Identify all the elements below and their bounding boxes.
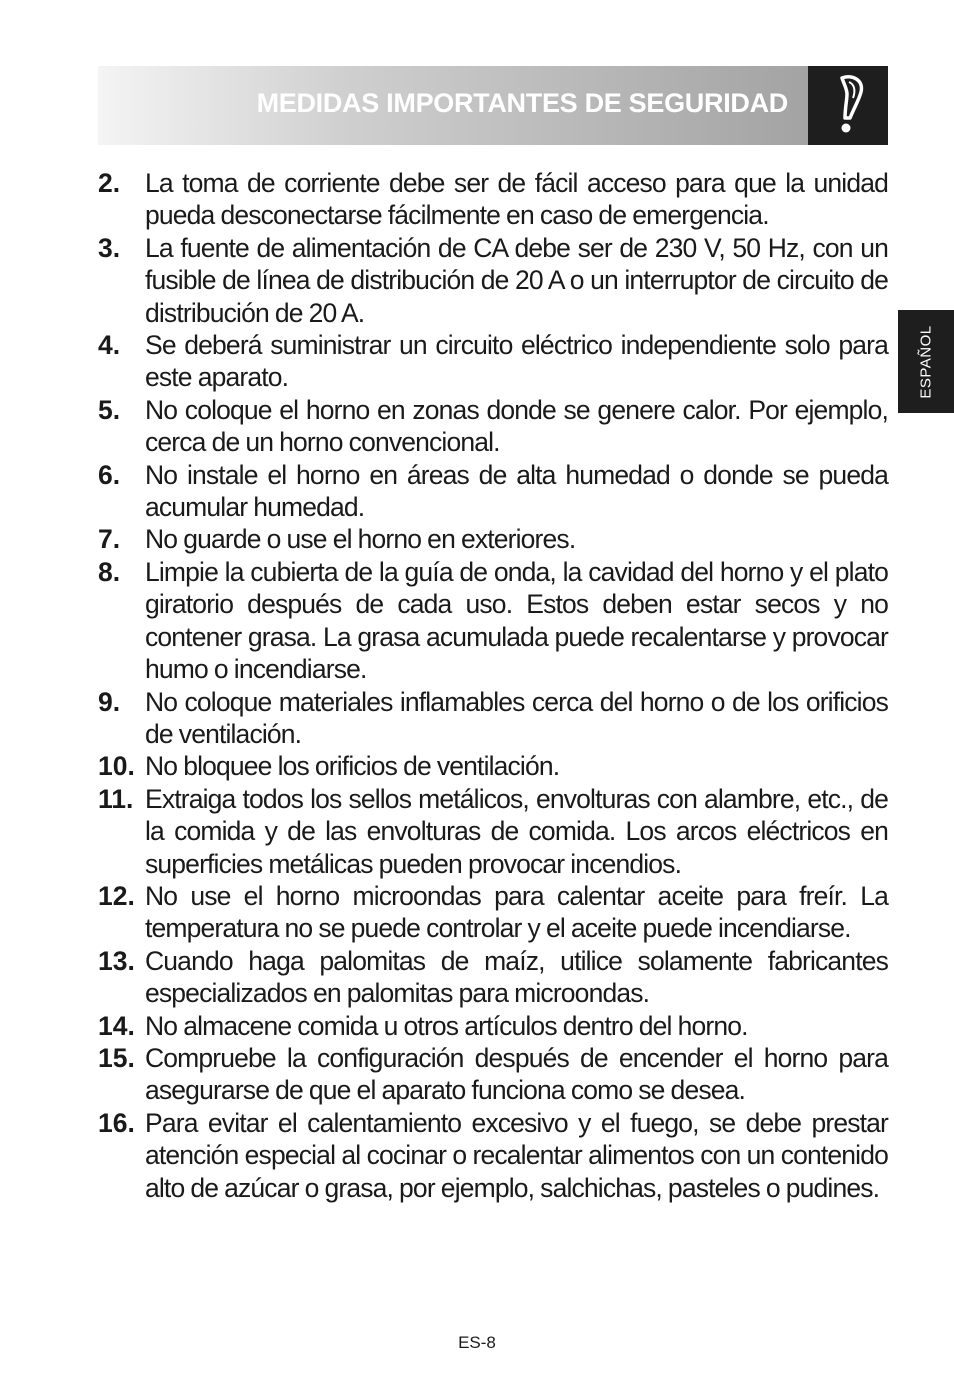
list-item	[98, 783, 888, 880]
list-item	[98, 459, 888, 524]
item-text: No instale el horno en áreas de alta humedad o donde se pueda acumular humedad.	[145, 459, 888, 523]
section-title: MEDIDAS IMPORTANTES DE SEGURIDAD	[256, 88, 788, 118]
item-number: 2.	[98, 168, 121, 198]
item-text: Para evitar el calentamiento excesivo y el fuego, se debe prestar atención especial al cocinar o recalentar alimentos con un contenido alto de azúcar o grasa, por ejemplo, salchichas, pasteles o pudines.	[145, 1107, 888, 1203]
list-item	[98, 945, 888, 1010]
item-text: No guarde o use el horno en exteriores.	[145, 524, 576, 555]
item-text: No coloque el horno en zonas donde se genere calor. Por ejemplo, cerca de un horno convencional.	[145, 394, 888, 458]
item-number: 4.	[98, 330, 121, 361]
item-text: Limpie la cubierta de la guía de onda, la cavidad del horno y el plato giratorio después de cada uso. Estos deben estar secos y no contener grasa. La grasa acumulada puede recalentarse y provocar humo o incendiarse.	[145, 556, 888, 685]
item-number: 5.	[98, 394, 121, 425]
item-text: Cuando haga palomitas de maíz, utilice solamente fabricantes especializados en palomitas para microondas.	[145, 945, 888, 1009]
list-item	[98, 1107, 888, 1204]
item-number: 9.	[98, 686, 121, 717]
item-number: 14.	[98, 1010, 135, 1041]
item-number: 16.	[98, 1107, 135, 1138]
item-number: 11.	[98, 783, 134, 814]
warning-icon-box	[808, 66, 888, 145]
item-number: 8.	[98, 556, 121, 587]
safety-instructions-list	[98, 167, 888, 1204]
language-tab-label: ESPAÑOL	[917, 324, 935, 399]
list-item	[98, 394, 888, 459]
list-item	[98, 232, 888, 329]
item-number: 6.	[98, 459, 121, 490]
list-item	[98, 686, 888, 751]
list-item	[98, 750, 888, 782]
item-text: No coloque materiales inflamables cerca del horno o de los orificios de ventilación.	[145, 686, 888, 749]
item-number: 15.	[98, 1042, 135, 1073]
list-item	[98, 1042, 888, 1107]
item-text: La fuente de alimentación de CA debe ser de 230 V, 50 Hz, con un fusible de línea de distribución de 20 A o un interruptor de circuito de distribución de 20 A.	[145, 232, 888, 328]
item-text: No bloquee los orificios de ventilación.	[145, 751, 560, 782]
item-text: La toma de corriente debe ser de fácil acceso para que la unidad pueda desconectarse fácilmente en caso de emergencia.	[145, 168, 888, 231]
item-number: 10.	[98, 751, 135, 782]
item-number: 13.	[98, 945, 135, 976]
item-number: 3.	[98, 232, 121, 263]
item-text: Extraiga todos los sellos metálicos, envolturas con alambre, etc., de la comida y de las envolturas de comida. Los arcos eléctricos en superficies metálicas pueden provocar incendios.	[145, 783, 888, 879]
item-number: 12.	[98, 880, 135, 911]
list-item	[98, 523, 888, 555]
item-text: Se deberá suministrar un circuito eléctrico independiente solo para este aparato.	[145, 330, 888, 393]
list-item	[98, 329, 888, 394]
list-item	[98, 880, 888, 945]
list-item	[98, 1010, 888, 1042]
item-text: Compruebe la configuración después de encender el horno para asegurarse de que el aparato funciona como se desea.	[145, 1042, 888, 1106]
item-text: No almacene comida u otros artículos dentro del horno.	[145, 1010, 748, 1041]
list-item	[98, 167, 888, 232]
item-text: No use el horno microondas para calentar aceite para freír. La temperatura no se puede controlar y el aceite puede incendiarse.	[145, 880, 888, 944]
page-number: ES-8	[458, 1333, 496, 1352]
section-header	[98, 66, 808, 145]
warning-exclamation-icon	[832, 74, 866, 136]
item-number: 7.	[98, 524, 121, 555]
language-tab	[898, 310, 954, 413]
list-item	[98, 556, 888, 686]
